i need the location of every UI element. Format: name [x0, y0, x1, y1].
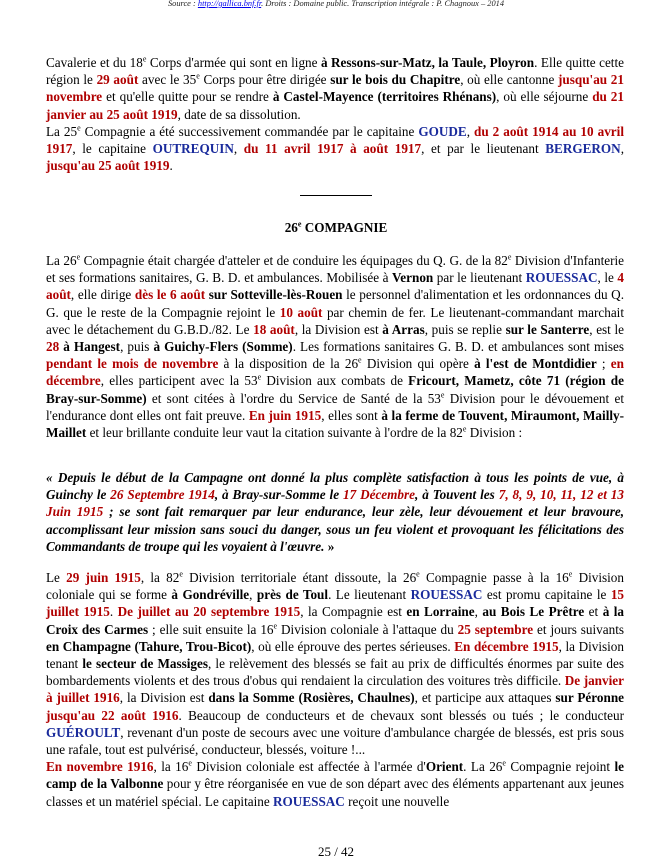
text-run: Division coloniale à l'attaque du: [277, 621, 458, 637]
text-run: Division coloniale qui se forme: [46, 570, 624, 603]
text-run: à Arras: [382, 321, 425, 337]
text-run: Orient: [425, 759, 464, 775]
name-bergeron: BERGERON: [545, 141, 621, 157]
ordinal-superscript: e: [440, 390, 445, 400]
paragraph-26e-compagnie-history: [46, 252, 624, 441]
text-run: , et participe aux attaques: [414, 690, 556, 706]
text-run: , elles sont: [321, 407, 382, 423]
text-run: Division qui opère: [361, 356, 475, 372]
text-run: à Gondréville: [171, 587, 250, 603]
text-run: 29 août: [96, 72, 139, 88]
text-run: Compagnie était chargée d'atteler et de conduire les équipages du Q. G. de la 82: [80, 253, 508, 268]
text-run: Division coloniale est affectée à l'armée d': [191, 759, 426, 775]
text-run: , elles participent avec la 53: [100, 373, 258, 389]
text-run: De juillet au 20 septembre 1915: [117, 604, 301, 620]
text-run: 4 août: [46, 270, 624, 303]
text-run: ,: [620, 141, 625, 157]
paragraph-25e-compagnie-end: [46, 54, 624, 174]
text-run: et: [584, 604, 603, 620]
text-run: 25 septembre: [457, 621, 534, 637]
text-run: du 2 août 1914 au 10 avril 1917: [46, 123, 624, 157]
text-run: (Tahure, Trou-Bicot): [134, 638, 252, 654]
text-run: jusqu'au 22 août 1916: [46, 707, 179, 723]
text-run: Cavalerie et du 18: [46, 55, 143, 70]
text-run: Division territoriale étant dissoute, la 26: [182, 570, 417, 585]
text-run: , la 16: [153, 759, 189, 775]
ordinal-superscript: e: [196, 71, 200, 81]
text-run: ;: [596, 356, 611, 372]
ordinal-superscript: e: [188, 758, 192, 768]
text-run: .: [109, 604, 118, 620]
name-gueroult: GUÉROULT: [46, 724, 121, 740]
text-run: COMPAGNIE: [301, 220, 388, 235]
text-run: à la Croix des Carmes: [46, 604, 625, 637]
text-run: , le: [597, 270, 618, 286]
name-rouessac-2: ROUESSAC: [410, 587, 483, 603]
paragraph-16e-division-coloniale: [46, 569, 624, 810]
text-run: , la 82: [140, 570, 180, 585]
text-run: et jours suivants: [533, 621, 625, 637]
source-line: [0, 0, 672, 9]
text-run: et qu'elle quitte pour se rendre: [102, 89, 273, 105]
text-run: Le: [46, 570, 67, 585]
text-run: «: [46, 470, 58, 485]
gallica-link[interactable]: http://gallica.bnf.fr: [197, 0, 262, 8]
text-run: , la Division est: [119, 690, 209, 706]
text-run: reçoit une nouvelle: [344, 793, 450, 809]
text-run: à Ressons-sur-Matz, la Taule, Ployron: [320, 55, 535, 70]
section-divider: [300, 195, 372, 196]
source-prefix: Source :: [167, 0, 198, 8]
text-run: est promu capitaine le: [482, 587, 611, 603]
text-run: . Les formations sanitaires G. B. D. et ambulances sont mises: [292, 339, 625, 355]
text-run: 29 juin 1915: [66, 570, 141, 585]
text-run: jusqu'au 25 août 1919: [46, 158, 170, 174]
ordinal-superscript: e: [568, 569, 573, 579]
text-run: à l'est de Montdidier: [474, 356, 597, 372]
text-run: , où elle éprouve des pertes sérieuses.: [251, 638, 455, 654]
text-run: 15 juillet 1915: [46, 587, 624, 620]
citation-quote: [46, 469, 624, 555]
text-run: avec le 35: [138, 72, 197, 88]
text-run: (Rosières, Chaulnes): [298, 690, 415, 706]
text-run: , le relèvement des blessés se fait au prix de difficultés énormes par suite des bombardements violents et des trous d'obus qui rendaient la circulation des voitures très difficile.: [46, 656, 624, 689]
text-run: . Elle quitte cette région le: [46, 55, 624, 88]
name-rouessac-3: ROUESSAC: [273, 793, 345, 809]
text-run: dans la Somme: [208, 690, 295, 706]
page-number: 25 / 42: [317, 844, 355, 859]
ordinal-superscript: e: [297, 219, 302, 229]
text-run: au Bois Le Prêtre: [482, 604, 585, 620]
text-run: Division :: [466, 425, 523, 441]
text-run: , est le: [589, 321, 624, 337]
section-heading: [0, 220, 672, 236]
text-run: .: [169, 158, 173, 174]
text-run: à la ferme de Touvent, Miraumont, Mailly-Maillet: [46, 407, 625, 441]
text-run: en Lorraine: [406, 604, 475, 620]
text-run: , où elle séjourne: [496, 89, 593, 105]
ordinal-superscript: e: [502, 758, 506, 768]
ordinal-superscript: e: [77, 123, 81, 133]
text-run: en Champagne: [46, 638, 131, 654]
text-run: En décembre 1915: [454, 638, 559, 654]
text-run: ,: [466, 123, 474, 139]
text-run: Division aux combats de: [261, 373, 409, 389]
ordinal-superscript: e: [462, 424, 467, 434]
text-run: Compagnie rejoint: [505, 759, 615, 775]
text-run: et leur brillante conduite leur vaut la citation suivante à l'ordre de la 82: [86, 425, 463, 441]
text-run: Vernon: [391, 270, 434, 286]
name-outrequin: OUTREQUIN: [152, 141, 234, 157]
text-run: , la Division est: [294, 321, 383, 337]
text-run: 7, 8, 9, 10, 11, 12 et 13 Juin 1915: [46, 487, 624, 520]
text-run: La 26: [46, 253, 77, 268]
text-run: sur Sotteville-lès-Rouen: [208, 287, 343, 303]
text-run: , puis se replie: [424, 321, 506, 337]
text-run: Fricourt, Mametz, côte 71 (région de Bray-sur-Somme): [46, 373, 624, 406]
text-run: En novembre 1916: [46, 759, 154, 775]
text-run: , puis: [120, 339, 154, 355]
text-run: Corps d'armée qui sont en ligne: [146, 55, 321, 70]
text-run: à Castel-Mayence (territoires Rhénans): [272, 89, 497, 105]
ordinal-superscript: e: [507, 252, 512, 262]
text-run: La 25: [46, 123, 78, 139]
text-run: , et par le lieutenant: [421, 141, 546, 157]
text-run: , elle dirige: [70, 287, 135, 303]
name-goude: GOUDE: [418, 123, 467, 139]
text-run: ,: [233, 141, 244, 157]
text-run: dès le 6 août: [134, 287, 206, 303]
text-run: En juin 1915: [248, 407, 322, 423]
text-run: , revenant d'un poste de secours avec une voiture d'ambulance chargée de blessés, est pris sous une rafale, tout est pulvérisé, conducteur, blessés, voiture !...: [46, 724, 624, 758]
text-run: »: [324, 538, 335, 554]
text-run: le personnel d'alimentation et les ordonnances du Q. G. que le reste de la Compagnie rejoint le: [46, 287, 625, 320]
text-run: 28: [46, 339, 60, 355]
text-run: ,: [249, 587, 257, 603]
ordinal-superscript: e: [179, 569, 183, 579]
text-run: en décembre: [46, 356, 624, 389]
text-run: Division pour le dévouement et l'endurance dont elles ont fait preuve.: [46, 390, 624, 423]
text-run: pendant le mois de novembre: [46, 356, 219, 372]
ordinal-superscript: e: [142, 54, 147, 64]
name-rouessac: ROUESSAC: [525, 270, 598, 286]
text-run: à la disposition de la 26: [218, 356, 359, 372]
ordinal-superscript: e: [76, 252, 81, 262]
text-run: à Hangest: [63, 339, 121, 355]
text-run: , la Division tenant: [46, 638, 624, 672]
ordinal-superscript: e: [257, 373, 262, 383]
text-run: et sont citées à l'ordre du Service de Santé de la 53: [146, 390, 441, 406]
text-run: ; elle suit ensuite la 16: [148, 621, 274, 637]
text-run: ,: [474, 604, 483, 620]
text-run: 17 Décembre: [342, 487, 415, 503]
text-run: . Beaucoup de conducteurs et de chevaux sont blessés ou tués ; le conducteur: [178, 707, 624, 723]
text-run: , où elle cantonne: [460, 72, 559, 88]
text-run: Division d'Infanterie et ses formations sanitaires, G. B. D. et ambulances. Mobilisée à: [46, 253, 624, 286]
text-run: Compagnie a été successivement commandée par le capitaine: [80, 123, 419, 139]
text-run: . La 26: [463, 759, 503, 775]
text-run: , le capitaine: [72, 141, 153, 157]
text-run: , date de sa dissolution.: [177, 106, 301, 122]
text-run: , à Bray-sur-Somme le: [214, 487, 343, 503]
text-run: à Guichy-Flers (Somme): [153, 339, 293, 355]
text-run: ; se sont fait remarquer par leur endurance, leur zèle, leur dévouement et leur bravoure, accomplissant leur mission sans souci du danger, sous un feu violent et provoquant les félicitations des Commandants de troupe qui les voyaient à l'œuvre.: [46, 504, 624, 554]
text-run: 26 Septembre 1914: [110, 487, 215, 503]
text-run: De janvier à juillet 1916: [46, 673, 624, 706]
text-run: Compagnie passe à la 16: [419, 570, 569, 585]
text-run: , à Touvent les: [415, 487, 499, 503]
text-run: le camp de la Valbonne: [46, 759, 624, 792]
text-run: du 21 janvier au 25 août 1919: [46, 89, 624, 122]
text-run: 10 août: [279, 304, 323, 320]
text-run: du 11 avril 1917 à août 1917: [243, 141, 422, 157]
text-run: le secteur de Massiges: [82, 656, 209, 672]
text-run: pour y être réorganisée en vue de son départ avec des éléments appartenant aux jeunes classes et un matériel spécial. Le capitaine: [46, 776, 624, 809]
text-run: près de Toul: [256, 587, 329, 603]
ordinal-superscript: e: [358, 355, 362, 365]
text-run: 18 août: [253, 321, 295, 337]
text-run: par le lieutenant: [433, 270, 526, 286]
ordinal-superscript: e: [416, 569, 420, 579]
text-run: sur le bois du Chapitre: [330, 72, 461, 88]
text-run: , la Compagnie est: [300, 604, 407, 620]
text-run: par chemin de fer. Le lieutenant-commandant marchait avec le détachement du G.B.D./82. Le: [46, 304, 624, 337]
source-suffix: . Droits : Domaine public. Transcription intégrale : P. Chagnoux – 2014: [261, 0, 505, 8]
ordinal-superscript: e: [273, 621, 278, 631]
text-run: Corps pour être dirigée: [199, 72, 331, 88]
text-run: . Le lieutenant: [328, 587, 411, 603]
text-run: sur le Santerre: [505, 321, 590, 337]
text-run: Depuis le début de la Campagne ont donné la plus complète satisfaction à tous les points de vue, à Guinchy le: [46, 470, 625, 503]
text-run: sur Péronne: [555, 690, 625, 706]
text-run: 26: [284, 220, 298, 235]
text-run: jusqu'au 21 novembre: [46, 72, 624, 105]
